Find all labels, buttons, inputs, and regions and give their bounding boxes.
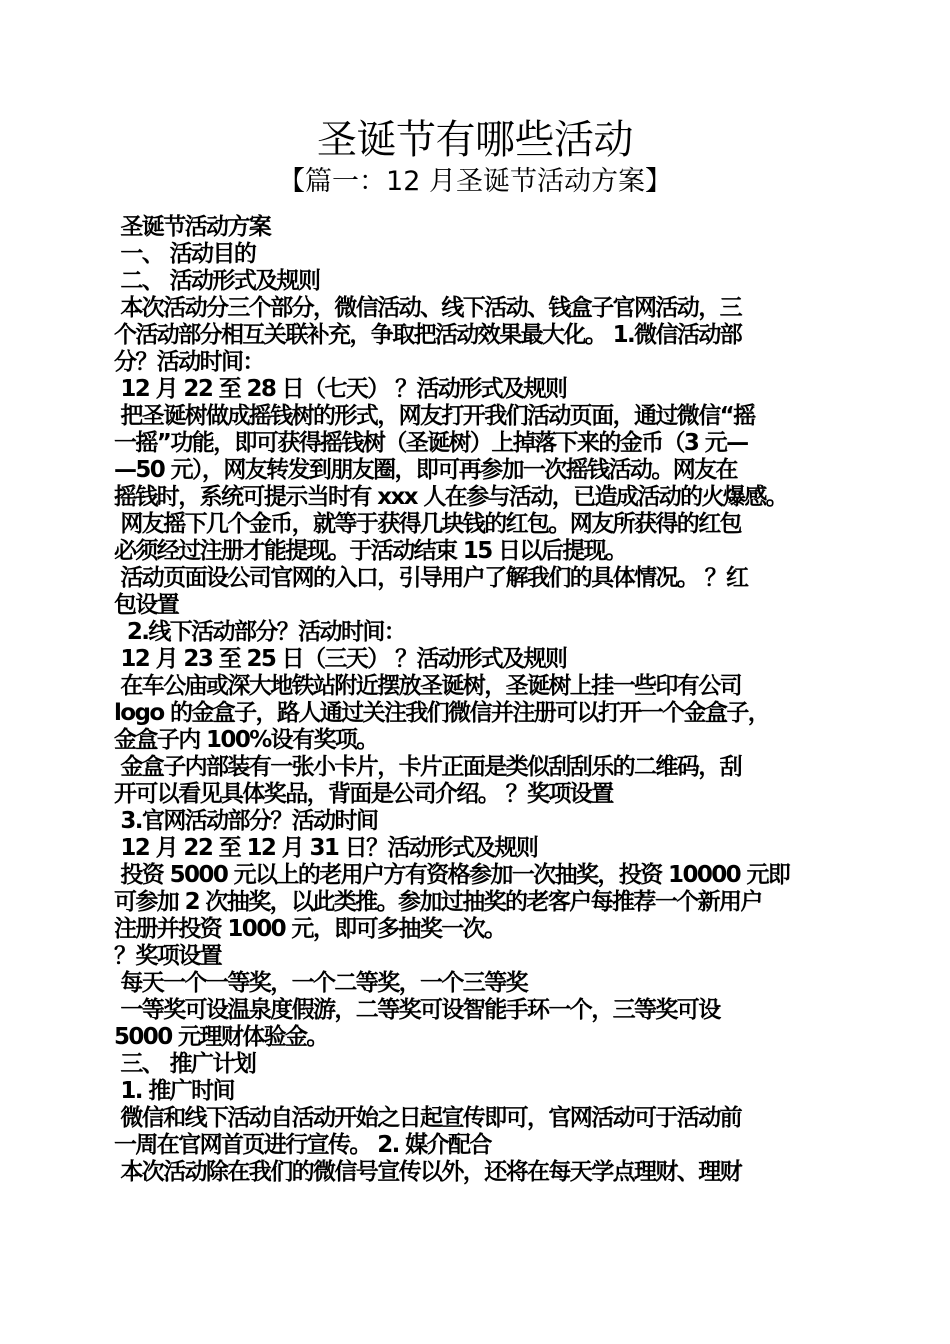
document-title: 圣诞节有哪些活动 <box>317 117 633 163</box>
text-line: 个活动部分相互关联补充，争取把活动效果最大化。 1.微信活动部 <box>114 322 742 348</box>
text-line: 每天一个一等奖，一个二等奖，一个三等奖 <box>114 970 528 996</box>
text-line: 12 月 22 至 28 日（七天） ？活动形式及规则 <box>114 376 567 402</box>
text-line: 活动页面设公司官网的入口，引导用户了解我们的具体情况。 ？红 <box>114 565 748 591</box>
section-heading: 三、 推广计划 <box>114 1051 256 1077</box>
text-line: 投资 5000 元以上的老用户方有资格参加一次抽奖，投资 10000 元即 <box>114 862 790 888</box>
text-line: —50 元），网友转发到朋友圈，即可再参加一次摇钱活动。网友在 <box>114 457 737 483</box>
text-line: 一周在官网首页进行宣传。 2. 媒介配合 <box>114 1132 491 1158</box>
text-line: 本次活动除在我们的微信号宣传以外，还将在每天学点理财、理财 <box>114 1159 742 1185</box>
text-line: 微信和线下活动自活动开始之日起宣传即可，官网活动可于活动前 <box>114 1105 742 1131</box>
text-line: 开可以看见具体奖品，背面是公司介绍。 ？奖项设置 <box>114 781 613 807</box>
text-line: 12 月 22 至 12 月 31 日？活动形式及规则 <box>114 835 538 861</box>
text-line: 本次活动分三个部分，微信活动、线下活动、钱盒子官网活动，三 <box>114 295 742 321</box>
document-body <box>114 214 854 1186</box>
section-heading: 圣诞节活动方案 <box>114 214 271 240</box>
text-line: 12 月 23 至 25 日（三天） ？活动形式及规则 <box>114 646 567 672</box>
text-line: 把圣诞树做成摇钱树的形式，网友打开我们活动页面，通过微信“摇 <box>114 403 755 429</box>
text-line: 金盒子内部装有一张小卡片，卡片正面是类似刮刮乐的二维码，刮 <box>114 754 742 780</box>
text-line: 5000 元理财体验金。 <box>114 1024 328 1050</box>
document-subtitle: 【篇一：12 月圣诞节活动方案】 <box>278 166 672 197</box>
text-line: 在车公庙或深大地铁站附近摆放圣诞树，圣诞树上挂一些印有公司 <box>114 673 742 699</box>
text-line: 注册并投资 1000 元，即可多抽奖一次。 <box>114 916 506 942</box>
section-heading: 二、 活动形式及规则 <box>114 268 320 294</box>
text-line: 分？活动时间： <box>114 349 264 375</box>
text-line: ？奖项设置 <box>114 943 222 969</box>
text-line: 1. 推广时间 <box>114 1078 234 1104</box>
text-line: 2.线下活动部分？活动时间： <box>114 619 406 645</box>
section-heading: 一、 活动目的 <box>114 241 256 267</box>
text-line: 可参加 2 次抽奖，以此类推。参加过抽奖的老客户每推荐一个新用户 <box>114 889 762 915</box>
text-line: 网友摇下几个金币，就等于获得几块钱的红包。网友所获得的红包 <box>114 511 742 537</box>
text-line: logo 的金盒子，路人通过关注我们微信并注册可以打开一个金盒子， <box>114 700 770 726</box>
text-line: 摇钱时，系统可提示当时有 xxx 人在参与活动，已造成活动的火爆感。 <box>114 484 788 510</box>
text-line: 金盒子内 100%设有奖项。 <box>114 727 378 753</box>
text-line: 包设置 <box>114 592 179 618</box>
text-line: 一等奖可设温泉度假游，二等奖可设智能手环一个，三等奖可设 <box>114 997 720 1023</box>
text-line: 必须经过注册才能提现。于活动结束 15 日以后提现。 <box>114 538 627 564</box>
text-line: 一摇”功能，即可获得摇钱树（圣诞树）上掉落下来的金币（3 元— <box>114 430 748 456</box>
text-line: 3.官网活动部分？活动时间 <box>114 808 378 834</box>
